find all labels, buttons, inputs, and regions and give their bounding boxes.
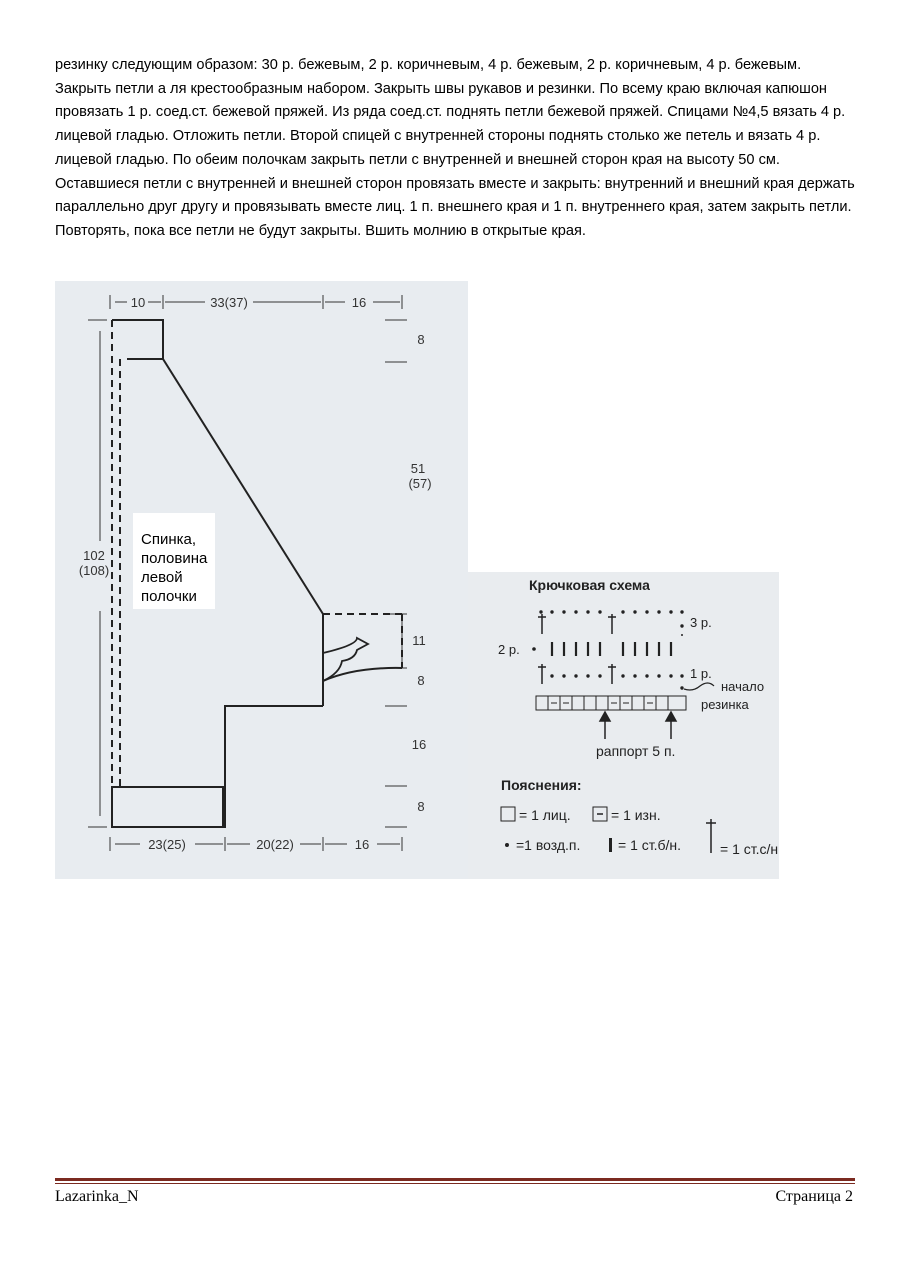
sc-symbol [609, 838, 612, 852]
dim-bottom-16: 16 [354, 837, 370, 852]
legend-sc: = 1 ст.б/н. [618, 837, 682, 853]
row1-label: 1 р. [690, 666, 712, 681]
row3-label: 3 р. [690, 615, 712, 630]
legend-knit: = 1 лиц. [519, 807, 571, 823]
row2-label: 2 р. [498, 642, 520, 657]
dim-top-10: 10 [130, 295, 146, 310]
dim-bottom-23: 23(25) [148, 837, 186, 852]
footer-author: Lazarinka_N [55, 1188, 139, 1205]
repeat-label: раппорт 5 п. [596, 743, 676, 759]
crochet-chart [468, 572, 779, 879]
dim-right-8a: 8 [417, 332, 425, 347]
chain-symbol [505, 843, 509, 847]
start-label: начало [721, 679, 765, 694]
dim-top-16: 16 [351, 295, 367, 310]
knit-symbol [501, 807, 515, 821]
legend-dc: = 1 ст.с/н [720, 841, 779, 857]
crochet-title: Крючковая схема [529, 577, 650, 593]
dim-left-102: 102 [83, 548, 105, 563]
ribbing-label: резинка [701, 697, 749, 712]
dim-right-16: 16 [411, 737, 427, 752]
footer-divider [55, 1178, 855, 1181]
legend-purl: = 1 изн. [611, 807, 661, 823]
dim-right-11: 11 [412, 633, 426, 648]
piece-label-line2: половина [141, 550, 208, 567]
dim-right-8c: 8 [417, 799, 425, 814]
pattern-schematic [55, 281, 468, 879]
dc-symbol [706, 819, 716, 853]
dim-right-8b: 8 [417, 673, 425, 688]
instructions-paragraph: резинку следующим образом: 30 р. бежевым, 2 р. коричневым, 4 р. бежевым, 2 р. коричневым, 4 р. бежевым. Закрыть петли а ля крестообразным набором. Закрыть швы рукавов и резинки. По всему краю включая капюшон провязать 1 р. соед.ст. бежевой пряжей. Из ряда соед.ст. поднять петли бежевой пряжей. Спицами №4,5 вязать 4 р. лицевой гладью. Отложить петли. Второй спицей с внутренней стороны поднять столько же петель и вязать 4 р. лицевой гладью. По обеим полочкам закрыть петли с внутренней и внешней сторон края на высоту 50 см. Оставшиеся петли с внутренней и внешней сторон провязать вместе и закрыть: внутренний и внешний края держать параллельно друг другу и провязывать вместе лиц. 1 п. внешнего края и 1 п. внутреннего края, затем закрыть петли. Повторять, пока все петли не будут закрыты. Вшить молнию в открытые края. [55, 57, 855, 239]
legend-title: Пояснения: [501, 777, 582, 793]
footer-page-number: Страница 2 [775, 1188, 853, 1205]
footer-divider-thin [55, 1183, 855, 1184]
dim-bottom-20: 20(22) [256, 837, 294, 852]
dim-left-108: (108) [78, 563, 110, 578]
legend-chain: =1 возд.п. [516, 837, 581, 853]
dim-top-33: 33(37) [210, 295, 248, 310]
piece-label-line4: полочки [141, 588, 197, 605]
dim-right-51: 51 [410, 461, 426, 476]
piece-label-line1: Спинка, [141, 531, 197, 548]
piece-label-line3: левой [141, 569, 183, 586]
dim-right-57: (57) [408, 476, 432, 491]
